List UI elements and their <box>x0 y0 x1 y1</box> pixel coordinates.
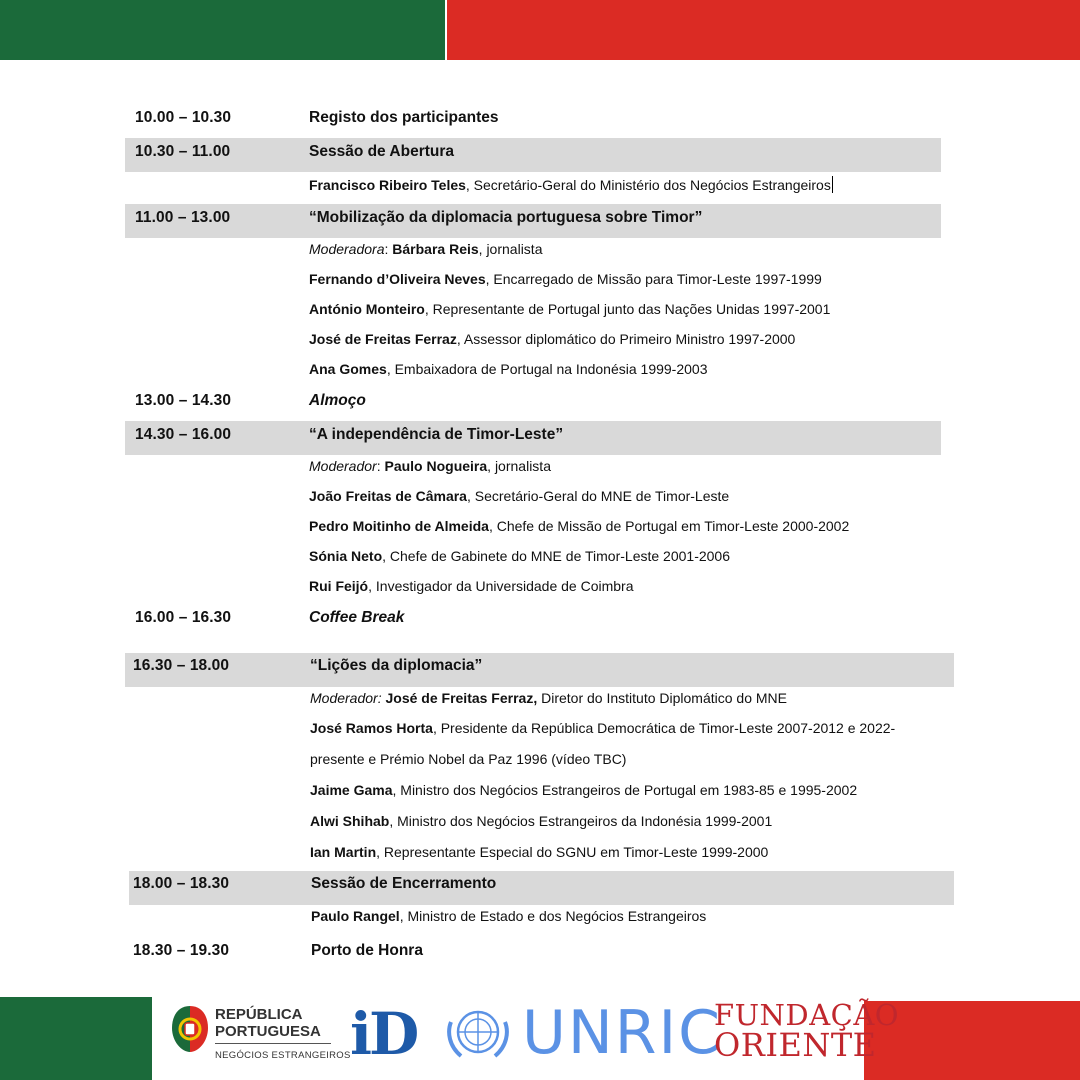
speaker-name: João Freitas de Câmara <box>309 488 467 504</box>
row-shade <box>125 653 954 687</box>
speaker-name: Paulo Rangel <box>311 908 400 924</box>
top-green-band <box>0 0 445 60</box>
speaker-role: , Secretário-Geral do MNE de Timor-Leste <box>466 488 730 504</box>
speaker-role: , Investigador da Universidade de Coimbra <box>368 578 634 594</box>
speaker-name: José de Freitas Ferraz <box>309 331 457 347</box>
moderator-line <box>310 690 787 706</box>
speaker-name: Francisco Ribeiro Teles <box>309 177 466 193</box>
session-title: Sessão de Abertura <box>309 143 455 160</box>
session-title: Almoço <box>309 392 366 409</box>
speaker-name: Sónia Neto <box>309 548 383 564</box>
session-title: “Lições da diplomacia” <box>310 657 483 674</box>
speaker-name: António Monteiro <box>309 301 425 317</box>
speaker-role: , Ministro dos Negócios Estrangeiros de Portugal em 1983-85 e 1995-2002 <box>392 782 858 798</box>
time-slot: 18.30 – 19.30 <box>133 942 230 959</box>
moderator-label: Moderadora <box>309 241 385 257</box>
row-shade <box>129 871 954 905</box>
top-red-band <box>447 0 1080 60</box>
moderator-label: Moderador: <box>310 690 382 706</box>
speaker-line-continued: presente e Prémio Nobel da Paz 1996 (vídeo TBC) <box>310 751 627 767</box>
speaker-name: Rui Feijó <box>309 578 369 594</box>
speaker-role: , Chefe de Missão de Portugal em Timor-Leste 2000-2002 <box>488 518 850 534</box>
time-slot: 10.00 – 10.30 <box>135 109 232 126</box>
speaker-name: José Ramos Horta <box>310 720 433 736</box>
speaker-line <box>309 176 833 193</box>
speaker-name: Ian Martin <box>310 844 377 860</box>
speaker-role: , Chefe de Gabinete do MNE de Timor-Leste 2001-2006 <box>382 548 730 564</box>
portugal-emblem-icon <box>170 1004 210 1054</box>
time-slot: 16.30 – 18.00 <box>133 657 230 674</box>
speaker-line <box>309 518 849 534</box>
speaker-role: , Ministro de Estado e dos Negócios Estrangeiros <box>399 908 707 924</box>
speaker-line <box>310 782 857 798</box>
time-slot: 11.00 – 13.00 <box>135 209 231 226</box>
moderator-line: Moderador: Paulo Nogueira, jornalista <box>309 458 551 474</box>
moderator-role: Diretor do Instituto Diplomático do MNE <box>541 690 787 706</box>
speaker-line <box>309 331 795 347</box>
moderator-name: José de Freitas Ferraz, <box>385 690 538 706</box>
republica-portuguesa-logo-text <box>215 1006 321 1040</box>
speaker-name: Alwi Shihab <box>310 813 390 829</box>
speaker-role: , Embaixadora de Portugal na Indonésia 1999-2003 <box>386 361 708 377</box>
speaker-line <box>310 813 772 829</box>
speaker-role: , Secretário-Geral do Ministério dos Negócios Estrangeiros <box>465 177 831 193</box>
speaker-line <box>309 578 634 594</box>
speaker-role: , Presidente da República Democrática de Timor-Leste 2007-2012 e 2022- <box>432 720 896 736</box>
unric-logo: UNRIC <box>522 998 723 1068</box>
speaker-line <box>311 908 706 924</box>
row-shade <box>125 138 941 172</box>
speaker-role: , Representante Especial do SGNU em Timor-Leste 1999-2000 <box>376 844 769 860</box>
moderator-line: Moderadora: Bárbara Reis, jornalista <box>309 241 543 257</box>
speaker-line <box>309 301 830 317</box>
speaker-role: , Ministro dos Negócios Estrangeiros da Indonésia 1999-2001 <box>389 813 773 829</box>
fundacao-oriente-logo <box>714 998 900 1064</box>
speaker-name: Ana Gomes <box>309 361 387 377</box>
id-logo: iD <box>350 1000 417 1068</box>
speaker-line <box>310 720 895 736</box>
logo-line: ORIENTE <box>714 1026 877 1064</box>
logo-line: PORTUGUESA <box>215 1023 321 1040</box>
speaker-role: , Representante de Portugal junto das Nações Unidas 1997-2001 <box>424 301 831 317</box>
moderator-name: Paulo Nogueira <box>384 458 488 474</box>
speaker-line <box>309 271 822 287</box>
moderator-name: Bárbara Reis <box>392 241 479 257</box>
un-emblem-icon <box>443 1002 513 1062</box>
time-slot: 13.00 – 14.30 <box>135 392 232 409</box>
moderator-role: , jornalista <box>478 241 543 257</box>
session-title: Coffee Break <box>309 609 405 626</box>
speaker-line <box>309 361 708 377</box>
logo-line: REPÚBLICA <box>215 1006 303 1023</box>
time-slot: 18.00 – 18.30 <box>133 875 230 892</box>
text-cursor <box>832 176 833 193</box>
speaker-role: , Encarregado de Missão para Timor-Leste 1997-1999 <box>485 271 822 287</box>
speaker-line <box>309 488 729 504</box>
logo-line: FUNDAÇÃO <box>714 998 900 1032</box>
session-title: Sessão de Encerramento <box>311 875 497 892</box>
speaker-name: Fernando d’Oliveira Neves <box>309 271 486 287</box>
time-slot: 16.00 – 16.30 <box>135 609 232 626</box>
speaker-role: , Assessor diplomático do Primeiro Ministro 1997-2000 <box>456 331 796 347</box>
speaker-line <box>310 844 768 860</box>
session-title: “Mobilização da diplomacia portuguesa sobre Timor” <box>309 209 703 226</box>
session-title: Porto de Honra <box>311 942 423 959</box>
session-title: Registo dos participantes <box>309 109 499 126</box>
time-slot: 10.30 – 11.00 <box>135 143 231 160</box>
bottom-green-band <box>0 997 152 1080</box>
moderator-role: , jornalista <box>487 458 551 474</box>
divider <box>215 1043 331 1044</box>
speaker-name: Jaime Gama <box>310 782 393 798</box>
moderator-label: Moderador <box>309 458 377 474</box>
time-slot: 14.30 – 16.00 <box>135 426 232 443</box>
negocios-estrangeiros-label: NEGÓCIOS ESTRANGEIROS <box>215 1050 351 1061</box>
speaker-line <box>309 548 730 564</box>
speaker-name: Pedro Moitinho de Almeida <box>309 518 489 534</box>
session-title: “A independência de Timor-Leste” <box>309 426 564 443</box>
